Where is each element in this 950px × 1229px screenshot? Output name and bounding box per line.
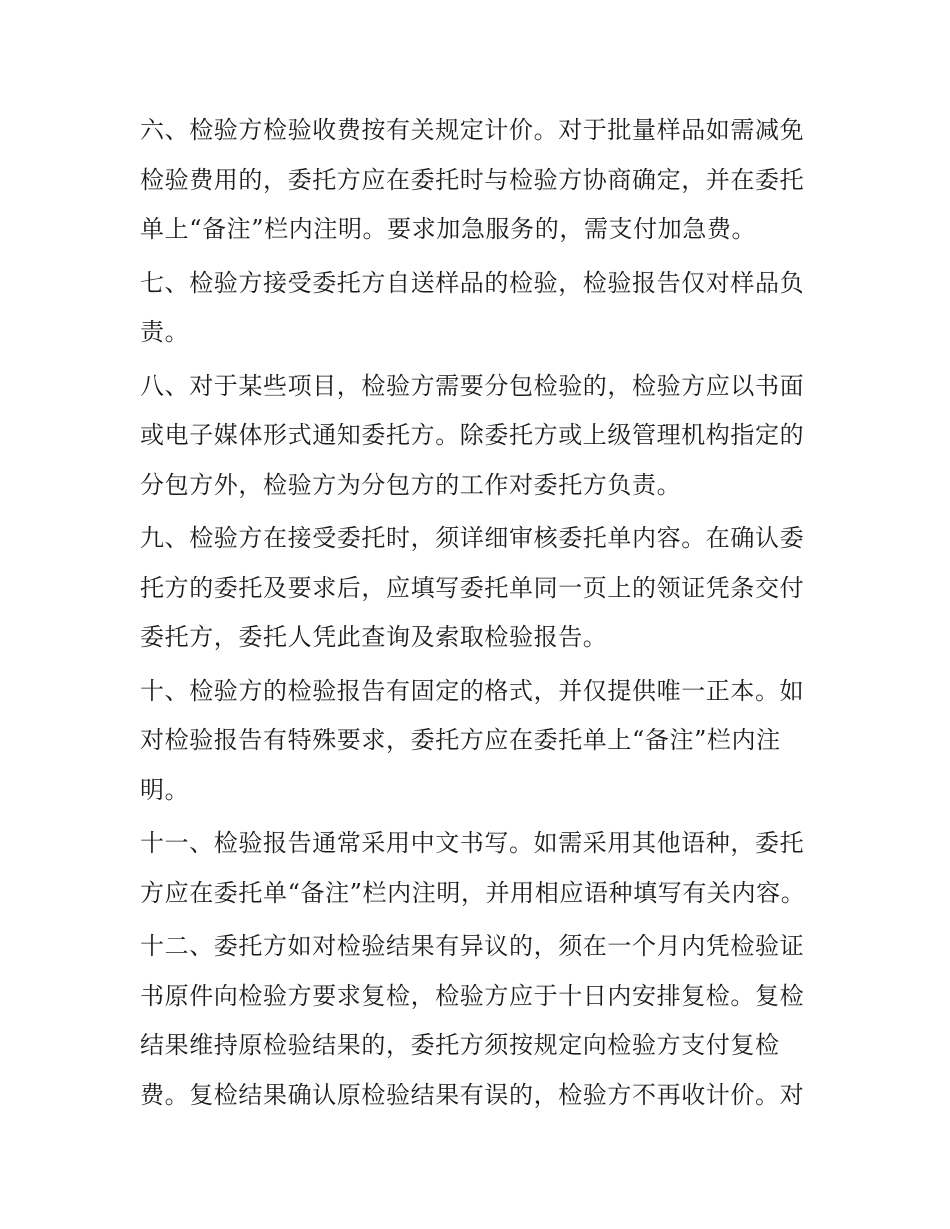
text-line: 八、对于某些项目，检验方需要分包检验的，检验方应以书面 <box>140 371 805 400</box>
clause-10 <box>140 667 820 816</box>
text-line: 托方的委托及要求后，应填写委托单同一页上的领证凭条交付 <box>140 573 805 602</box>
text-line: 检验费用的，委托方应在委托时与检验方协商确定，并在委托 <box>140 165 805 194</box>
text-line: 十二、委托方如对检验结果有异议的，须在一个月内凭检验证 <box>140 932 805 960</box>
text-line: 分包方外，检验方为分包方的工作对委托方负责。 <box>140 470 682 499</box>
clause-11 <box>140 819 820 918</box>
text-line: 结果维持原检验结果的，委托方须按规定向检验方支付复检 <box>140 1031 780 1059</box>
document-body <box>140 106 820 1124</box>
text-line: 十一、检验报告通常采用中文书写。如需采用其他语种，委托 <box>140 829 805 857</box>
clause-12 <box>140 922 820 1120</box>
text-line: 单上“备注”栏内注明。要求加急服务的，需支付加急费。 <box>140 215 757 243</box>
clause-7 <box>140 259 820 358</box>
text-line: 责。 <box>140 318 190 346</box>
text-line: 对检验报告有特殊要求，委托方应在委托单上“备注”栏内注 <box>140 726 781 754</box>
text-line: 九、检验方在接受委托时，须详细审核委托单内容。在确认委 <box>140 524 805 552</box>
text-line: 十、检验方的检验报告有固定的格式，并仅提供唯一正本。如 <box>140 676 805 705</box>
text-line: 七、检验方接受委托方自送样品的检验，检验报告仅对样品负 <box>140 268 805 297</box>
text-line: 书原件向检验方要求复检，检验方应于十日内安排复检。复检 <box>140 981 805 1010</box>
clause-8 <box>140 362 820 511</box>
text-line: 六、检验方检验收费按有关规定计价。对于批量样品如需减免 <box>140 116 805 144</box>
text-line: 委托方，委托人凭此查询及索取检验报告。 <box>140 623 608 651</box>
text-line: 明。 <box>140 775 190 804</box>
text-line: 费。复检结果确认原检验结果有误的，检验方不再收计价。对 <box>140 1080 805 1109</box>
text-line: 方应在委托单“备注”栏内注明，并用相应语种填写有关内容。 <box>140 878 806 907</box>
clause-9 <box>140 514 820 663</box>
clause-6 <box>140 106 820 255</box>
text-line: 或电子媒体形式通知委托方。除委托方或上级管理机构指定的 <box>140 421 805 449</box>
